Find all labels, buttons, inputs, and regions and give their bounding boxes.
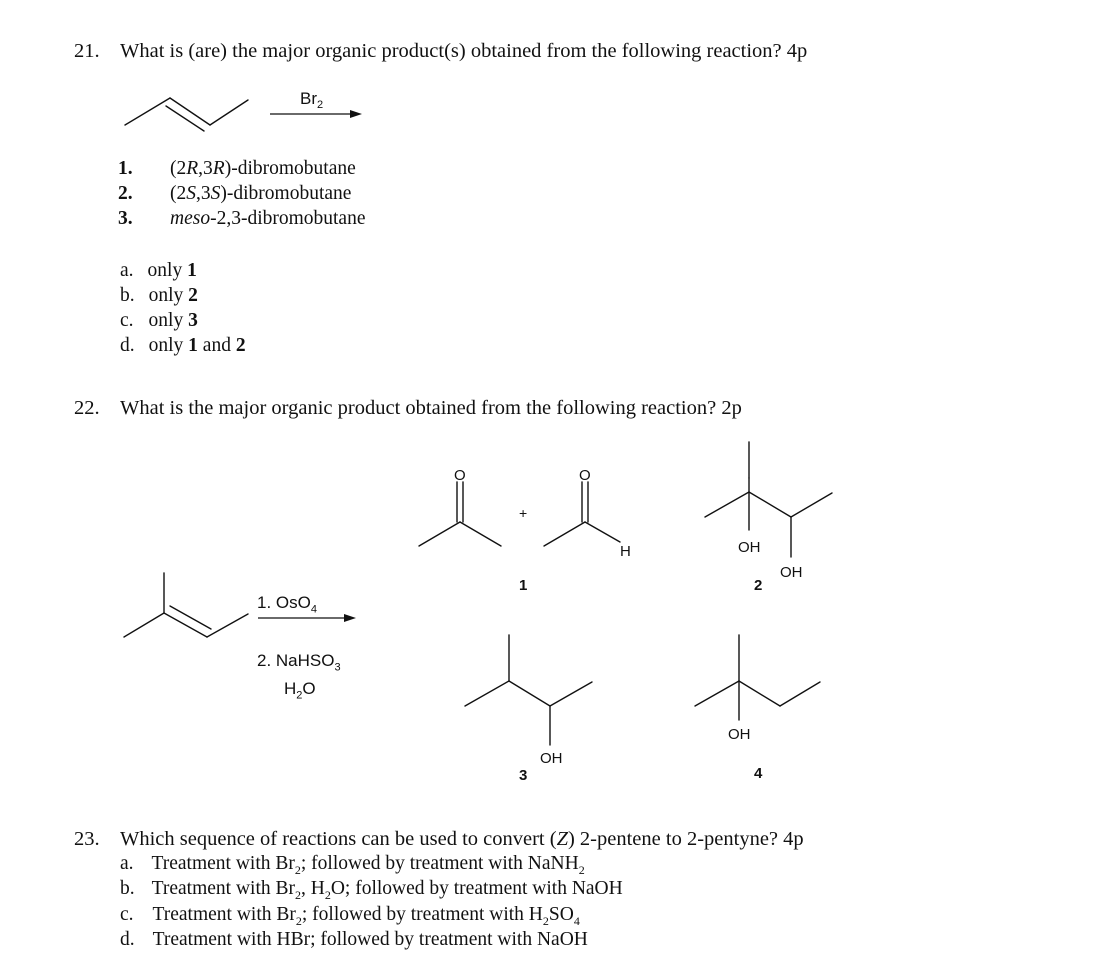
q22-choice-label-3[interactable]: 3 [519,767,528,784]
q22-aldehyde-hydrogen: H [620,543,631,560]
q22-choice-2-diol [705,442,832,557]
q22-question-text: What is the major organic product obtained from the following reaction? 2p [120,397,742,419]
q22-starting-alkene [124,573,248,637]
q23-option-b[interactable]: b. Treatment with $Br_2$, $H_2O$; followed by treatment with NaOH [120,878,623,902]
q21-option-a[interactable]: a. only 1 [120,260,197,281]
q22-choice-label-2[interactable]: 2 [754,577,763,594]
q22-tertiary-alcohol-oh: OH [728,726,751,743]
q22-acetone-oxygen: O [454,467,466,484]
q21-option-b[interactable]: b. only 2 [120,285,198,306]
q21-reaction-arrow [270,110,362,118]
q21-question-text: What is (are) the major organic product(s) obtained from the following reaction? 4p [120,40,808,62]
q22-choice-3-alcohol [465,635,592,745]
q22-reagent-step1: 1. OsO$_4$ [257,593,317,616]
q22-diol-oh-1: OH [738,539,761,556]
q21-butene-structure [125,98,248,131]
q23-question-text: Which sequence of reactions can be used to convert (Z) 2-pentene to 2-pentyne? 4p [120,828,804,850]
q21-product-2-number: 2. [118,183,133,204]
q21-product-1: (2R,3R)-dibromobutane [170,158,356,179]
q22-number: 22. [74,397,100,419]
q22-choice-1-acetone [419,482,501,546]
q21-product-2: (2S,3S)-dibromobutane [170,183,352,204]
q23-option-c[interactable]: c. Treatment with $Br_2$; followed by treatment with $H_2SO_4$ [120,904,580,928]
q21-reagent-br2: $Br_2$ [300,89,324,111]
q22-reagent-step2: 2. NaHSO$_3$ [257,651,341,674]
q23-option-d[interactable]: d. Treatment with HBr; followed by treatment with NaOH [120,929,588,950]
q21-number: 21. [74,40,100,62]
q22-choice-1-acetaldehyde [544,482,620,546]
q22-reagent-water: $H_2O$ [284,679,316,702]
q21-product-3-number: 3. [118,208,133,229]
q21-product-3: meso-2,3-dibromobutane [170,208,366,229]
q22-diol-oh-2: OH [780,564,803,581]
q22-choice-4-tertiary-alcohol [695,635,820,720]
q21-product-1-number: 1. [118,158,133,179]
q22-choice-label-4[interactable]: 4 [754,765,763,782]
q23-option-a[interactable]: a. Treatment with $Br_2$; followed by treatment with NaNH$_2$ [120,853,585,877]
q21-option-d[interactable]: d. only 1 and 2 [120,335,246,356]
q23-number: 23. [74,828,100,850]
q21-option-c[interactable]: c. only 3 [120,310,198,331]
q22-alcohol-oh: OH [540,750,563,767]
q22-reaction-arrow [258,614,356,622]
q22-plus-sign: + [519,505,528,521]
q22-acetaldehyde-oxygen: O [579,467,591,484]
q22-choice-label-1[interactable]: 1 [519,577,528,594]
